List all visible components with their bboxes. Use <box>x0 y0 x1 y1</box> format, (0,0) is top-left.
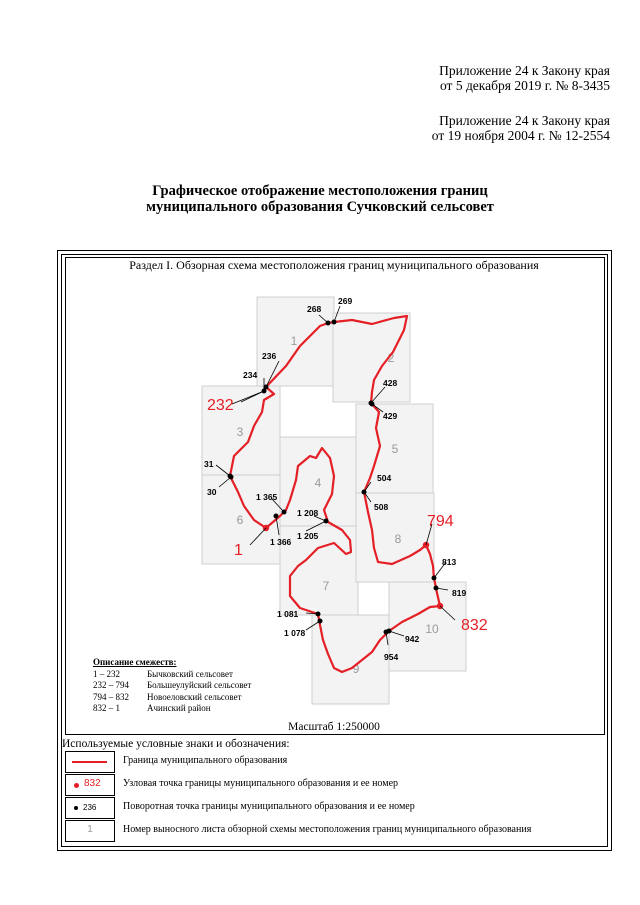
adjacency-ids: 232 – 794 <box>93 680 129 690</box>
adjacency-name: Бычковский сельсовет <box>147 668 233 679</box>
sheet-number: 4 <box>314 476 322 490</box>
turn-point-symbol <box>74 806 78 810</box>
legend-item-text: Номер выносного листа обзорной схемы местоположения границ муниципального образования <box>123 824 532 835</box>
turn-point-label: 429 <box>383 411 398 421</box>
adjacency-ids: 1 – 232 <box>93 668 120 679</box>
turn-point-sample-number: 236 <box>83 803 97 812</box>
document-title-line1: Графическое отображение местоположения границ <box>152 183 488 199</box>
turn-point-label: 1 366 <box>270 537 292 547</box>
appendix-2004-line1: Приложение 24 к Закону края <box>439 113 610 128</box>
legend-symbol-box <box>65 774 115 796</box>
sheet-9-rect <box>312 615 389 704</box>
legend-item-text: Узловая точка границы муниципального образования и ее номер <box>123 778 399 789</box>
turn-point-label: 942 <box>405 634 420 644</box>
legend-title: Используемые условные знаки и обозначения: <box>62 738 290 750</box>
turn-point-label: 1 208 <box>297 508 319 518</box>
adjacency-ids: 794 – 832 <box>93 691 129 702</box>
adjacency-row <box>93 703 251 715</box>
sheet-number-sample: 1 <box>87 824 93 835</box>
legend-item-text: Поворотная точка границы муниципального образования и ее номер <box>123 801 415 812</box>
turn-point-label: 508 <box>374 502 389 512</box>
turn-point-label: 428 <box>383 378 398 388</box>
sheet-7-rect <box>280 526 358 615</box>
turn-point-label: 234 <box>243 370 258 380</box>
map-scale: Масштаб 1:250000 <box>288 721 380 733</box>
node-point-label: 1 <box>234 542 243 559</box>
adjacency-description <box>93 657 251 715</box>
document-title-line2: муниципального образования Сучковский сельсовет <box>146 199 494 215</box>
turn-point-label: 268 <box>307 304 322 314</box>
section-title: Раздел I. Обзорная схема местоположения границ муниципального образования <box>129 258 539 272</box>
turn-point-label: 1 205 <box>297 531 319 541</box>
node-point-label: 232 <box>207 397 234 414</box>
sheet-number: 3 <box>236 425 244 439</box>
turn-point-label: 31 <box>204 459 214 469</box>
adjacency-title: Описание смежеств: <box>93 657 177 667</box>
legend-item-text: Граница муниципального образования <box>123 755 288 766</box>
appendix-2019-line2: от 5 декабря 2019 г. № 8-3435 <box>439 78 610 93</box>
boundary-line-symbol <box>72 761 107 763</box>
turn-point-label: 504 <box>377 473 392 483</box>
turn-point-label: 30 <box>207 487 217 497</box>
node-point-symbol <box>74 783 79 788</box>
sheet-number: 2 <box>387 351 395 365</box>
legend-symbol-box <box>65 751 115 773</box>
adjacency-name: Новоеловский сельсовет <box>147 691 242 702</box>
sheet-number: 9 <box>352 662 360 676</box>
adjacency-name: Ачинский район <box>147 703 211 713</box>
sheet-number: 5 <box>391 442 399 456</box>
turn-point-label: 269 <box>338 296 353 306</box>
turn-point-label: 1 081 <box>277 609 299 619</box>
turn-point-label: 954 <box>384 652 399 662</box>
adjacency-row <box>93 692 251 704</box>
node-point-label: 832 <box>461 617 488 634</box>
turn-point-label: 236 <box>262 351 277 361</box>
adjacency-name: Большеулуйский сельсовет <box>147 680 252 690</box>
appendix-2019-line1: Приложение 24 к Закону края <box>439 63 610 78</box>
legend-item-sheet-number <box>62 820 602 846</box>
turn-point-label: 1 365 <box>256 492 278 502</box>
legend-symbol-box <box>65 797 115 819</box>
legend-symbol-box <box>65 820 115 842</box>
sheet-number: 7 <box>322 579 330 593</box>
turn-point-label: 813 <box>442 557 457 567</box>
appendix-2004-line2: от 19 ноября 2004 г. № 12-2554 <box>431 128 610 143</box>
turn-point-label: 819 <box>452 588 467 598</box>
sheet-number: 6 <box>236 513 244 527</box>
adjacency-row <box>93 680 251 692</box>
node-point-sample-number: 832 <box>84 778 101 789</box>
node-point-label: 794 <box>427 513 454 530</box>
sheet-number: 10 <box>425 622 439 636</box>
adjacency-row <box>93 669 251 681</box>
sheet-number: 8 <box>394 532 402 546</box>
adjacency-ids: 832 – 1 <box>93 703 120 713</box>
sheet-number: 1 <box>290 334 298 348</box>
turn-point-label: 1 078 <box>284 628 306 638</box>
